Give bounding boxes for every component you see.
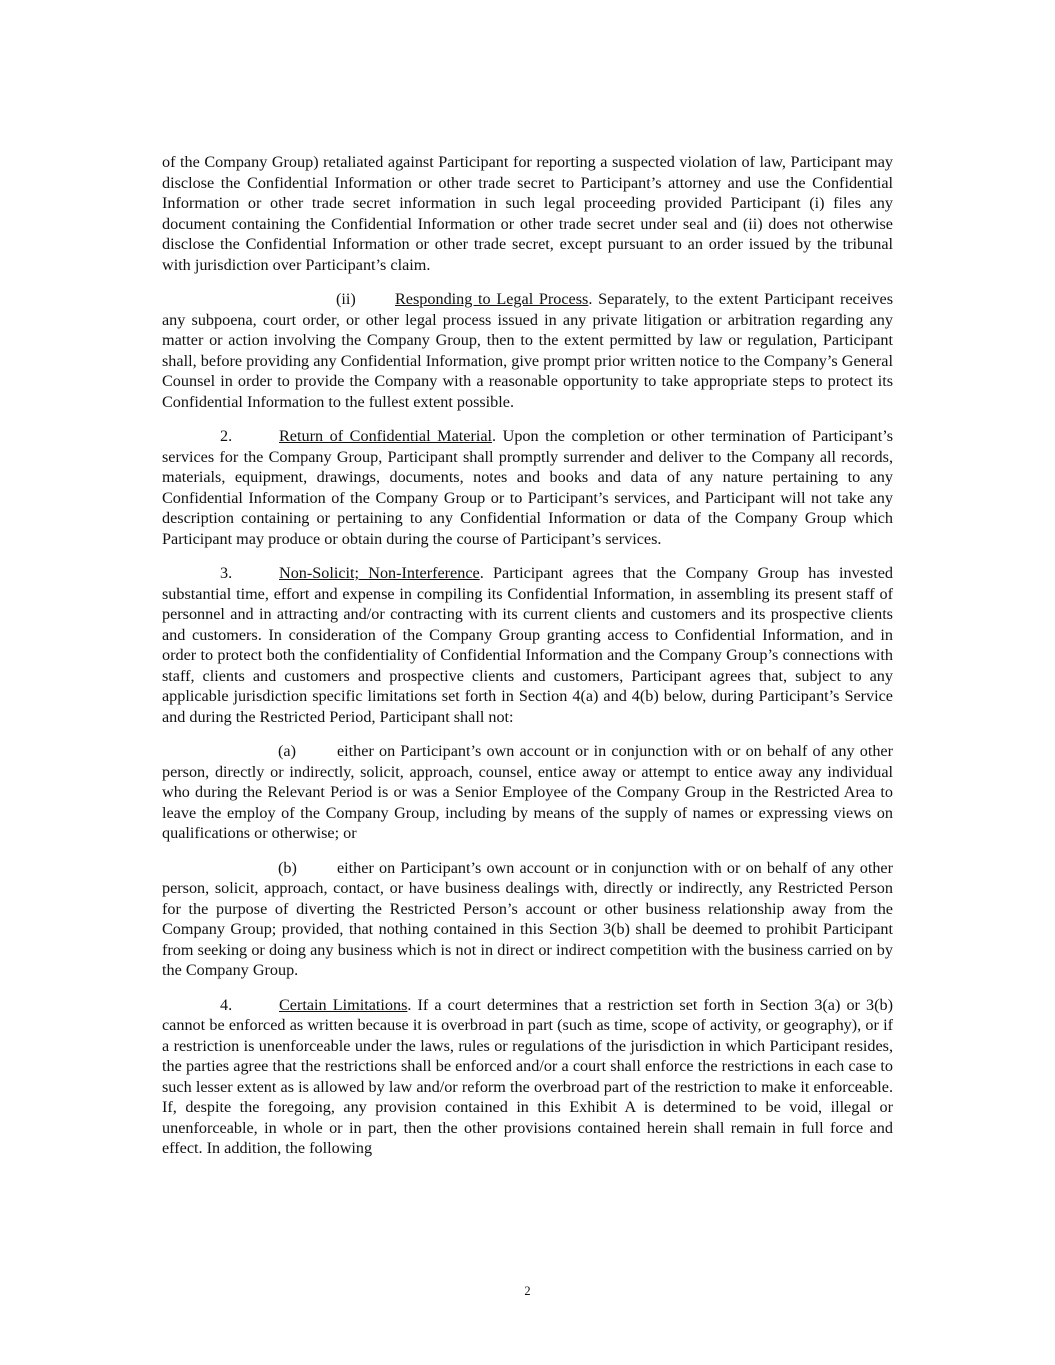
- page-number: 2: [524, 1284, 531, 1298]
- paragraph-text: either on Participant’s own account or in conjunction with or on behalf of any other person, solicit, approach, contact, or have business dealings with, directly or indirectly, any Restricted Person for the purpose of diverting the Restricted Person’s account or other business relationship away from the Company Group; provided, that nothing contained in this Section 3(b) shall be deemed to prohibit Participant from seeking or doing any business which is not in direct or indirect competition with the business carried on by the Company Group.: [162, 858, 893, 979]
- section-heading: Return of Confidential Material: [279, 427, 493, 445]
- paragraph-text: either on Participant’s own account or in conjunction with or on behalf of any other person, directly or indirectly, solicit, approach, counsel, entice away or attempt to entice away any individual who during the Relevant Period is or was a Senior Employee of the Company Group in the Restricted Area to leave the employ of the Company Group, including by means of the supply of names or expressing views on qualifications or otherwise; or: [162, 742, 893, 842]
- section-3-non-solicit: [162, 563, 893, 727]
- paragraph-text: . Participant agrees that the Company Group has invested substantial time, effort and expense in compiling its Confidential Information, in assembling its present staff of personnel and in attracting and/or contracting with its current clients and customers and its prospective clients and customers. In consideration of the Company Group granting access to Confidential Information, and in order to protect both the confidentiality of Confidential Information and the Company Group’s connections with staff, clients and customers and prospective clients and customers, Participant agrees that, subject to any applicable jurisdiction specific limitations set forth in Section 4(a) and 4(b) below, during Participant’s Service and during the Restricted Period, Participant shall not:: [162, 564, 893, 726]
- paragraph-number: (b): [278, 858, 297, 877]
- section-heading: Certain Limitations: [279, 995, 408, 1014]
- paragraph-text: . If a court determines that a restriction set forth in Section 3(a) or 3(b) cannot be enforced as written because it is overbroad in part (such as time, scope of activity, or geography), or if a restriction is unenforceable under the laws, rules or regulations of the jurisdiction in which Participant resides, the parties agree that the restrictions shall be enforced and/or a court shall enforce the restrictions in each case to such lesser extent as is allowed by law and/or reform the overbroad part of the restriction to make it enforceable. If, despite the foregoing, any provision contained in this Exhibit A is determined to be void, illegal or unenforceable, in whole or in part, then the other provisions contained herein shall remain in full force and effect. In addition, the following: [162, 995, 893, 1157]
- section-3b: [162, 858, 893, 981]
- section-2-return-material: [162, 426, 893, 549]
- section-number: 4.: [220, 995, 233, 1014]
- paragraph-number: (ii): [336, 290, 356, 308]
- paragraph-continuation: [162, 152, 893, 275]
- section-heading: Non-Solicit; Non-Interference: [279, 564, 480, 582]
- paragraph-text: . Upon the completion or other termination of Participant’s services for the Company Group, Participant shall promptly surrender and deliver to the Company all records, materials, equipment, drawings, documents, notes and books and data of any nature pertaining to any Confidential Information of the Company Group or to Participant’s services, and Participant will not take any description containing or pertaining to any Confidential Information or data of the Company Group which Participant may produce or obtain during the course of Participant’s services.: [162, 427, 893, 548]
- section-number: 3.: [220, 564, 233, 582]
- section-4-certain-limitations: [162, 995, 893, 1159]
- section-number: 2.: [220, 427, 233, 445]
- paragraph-ii-legal-process: [162, 289, 893, 412]
- section-heading: Responding to Legal Process: [395, 290, 589, 308]
- section-3a: [162, 741, 893, 844]
- paragraph-text: of the Company Group) retaliated against Participant for reporting a suspected violation of law, Participant may disclose the Confidential Information or other trade secret to Participant’s attorney and use the Confidential Information or other trade secret information in such legal proceeding provided Participant (i) files any document containing the Confidential Information or other trade secret under seal and (ii) does not otherwise disclose the Confidential Information or other trade secret, except pursuant to an order issued by the tribunal with jurisdiction over Participant’s claim.: [162, 153, 893, 274]
- paragraph-number: (a): [278, 742, 296, 760]
- paragraph-text: . Separately, to the extent Participant receives any subpoena, court order, or other legal process issued in any private litigation or arbitration regarding any matter or action involving the Company Group, then to the extent permitted by law or regulation, Participant shall, before providing any Confidential Information, give prompt prior written notice to the Company’s General Counsel in order to provide the Company with a reasonable opportunity to take appropriate steps to protect its Confidential Information to the fullest extent possible.: [162, 290, 893, 411]
- document-page: [162, 152, 893, 1173]
